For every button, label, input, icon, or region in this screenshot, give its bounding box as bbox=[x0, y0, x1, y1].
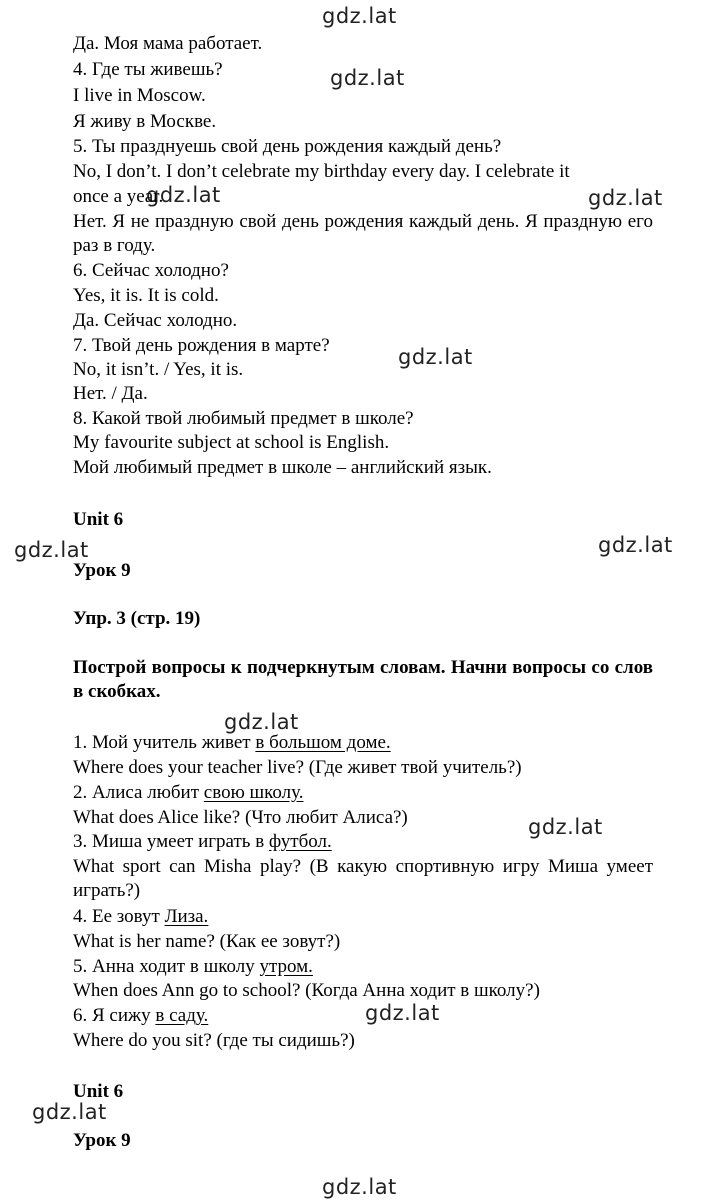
answer-line: Where does your teacher live? (Где живет твой учитель?) bbox=[73, 757, 522, 778]
unit-heading: Unit 6 bbox=[73, 509, 124, 530]
watermark: gdz.lat bbox=[398, 345, 473, 369]
text-line: 5. Ты празднуешь свой день рождения каждый день? bbox=[73, 136, 502, 157]
watermark: gdz.lat bbox=[598, 533, 673, 557]
text-line: Мой любимый предмет в школе – английский язык. bbox=[73, 457, 492, 478]
task-instruction: Построй вопросы к подчеркнутым словам. Начни вопросы со слов в скобках. bbox=[73, 657, 653, 702]
answer-line: Where do you sit? (где ты сидишь?) bbox=[73, 1030, 355, 1051]
question-line: 3. Миша умеет играть в футбол. bbox=[73, 831, 332, 852]
unit-heading: Unit 6 bbox=[73, 1081, 124, 1102]
text-line: Нет. / Да. bbox=[73, 383, 148, 404]
text-line: My favourite subject at school is English. bbox=[73, 432, 390, 453]
underlined-phrase: футбол. bbox=[268, 831, 332, 852]
text-line: Я живу в Москве. bbox=[73, 111, 217, 132]
answer-line: What does Alice like? (Что любит Алиса?) bbox=[73, 807, 408, 828]
text-line: Да. Сейчас холодно. bbox=[73, 310, 238, 331]
question-line: 1. Мой учитель живет в большом доме. bbox=[73, 732, 391, 753]
underlined-phrase: свою школу. bbox=[203, 782, 304, 803]
underlined-phrase: в саду. bbox=[155, 1005, 209, 1026]
text-line: 6. Сейчас холодно? bbox=[73, 260, 229, 281]
question-line: 2. Алиса любит свою школу. bbox=[73, 782, 304, 803]
text-line: once a year. bbox=[73, 186, 164, 207]
text-line: No, it isn’t. / Yes, it is. bbox=[73, 359, 244, 380]
text-line: Да. Моя мама работает. bbox=[73, 33, 263, 54]
watermark: gdz.lat bbox=[588, 186, 663, 210]
watermark: gdz.lat bbox=[322, 4, 397, 28]
underlined-phrase: Лиза. bbox=[164, 906, 209, 927]
watermark: gdz.lat bbox=[32, 1100, 107, 1124]
answer-line: What is her name? (Как ее зовут?) bbox=[73, 931, 341, 952]
text-line: No, I don’t. I don’t celebrate my birthday every day. I celebrate it bbox=[73, 161, 570, 182]
watermark: gdz.lat bbox=[528, 815, 603, 839]
lesson-heading: Урок 9 bbox=[73, 560, 131, 581]
lesson-heading: Урок 9 bbox=[73, 1130, 131, 1151]
question-line: 5. Анна ходит в школу утром. bbox=[73, 956, 313, 977]
text-line: 4. Где ты живешь? bbox=[73, 59, 223, 80]
exercise-heading: Упр. 3 (стр. 19) bbox=[73, 608, 201, 629]
watermark: gdz.lat bbox=[14, 538, 89, 562]
text-line: 7. Твой день рождения в марте? bbox=[73, 335, 330, 356]
watermark: gdz.lat bbox=[330, 66, 405, 90]
text-line: Yes, it is. It is cold. bbox=[73, 285, 219, 306]
watermark: gdz.lat bbox=[146, 183, 221, 207]
question-line: 4. Ее зовут Лиза. bbox=[73, 906, 209, 927]
text-line: 8. Какой твой любимый предмет в школе? bbox=[73, 408, 414, 429]
watermark: gdz.lat bbox=[365, 1001, 440, 1025]
text-paragraph: Нет. Я не праздную свой день рождения каждый день. Я праздную его раз в году. bbox=[73, 211, 653, 256]
text-line: I live in Moscow. bbox=[73, 85, 206, 106]
answer-line: When does Ann go to school? (Когда Анна ходит в школу?) bbox=[73, 980, 540, 1001]
watermark: gdz.lat bbox=[224, 710, 299, 734]
underlined-phrase: в большом доме. bbox=[255, 732, 391, 753]
watermark: gdz.lat bbox=[322, 1175, 397, 1199]
question-line: 6. Я сижу в саду. bbox=[73, 1005, 209, 1026]
underlined-phrase: утром. bbox=[259, 956, 313, 977]
answer-paragraph: What sport can Misha play? (В какую спортивную игру Миша умеет играть?) bbox=[73, 856, 653, 901]
